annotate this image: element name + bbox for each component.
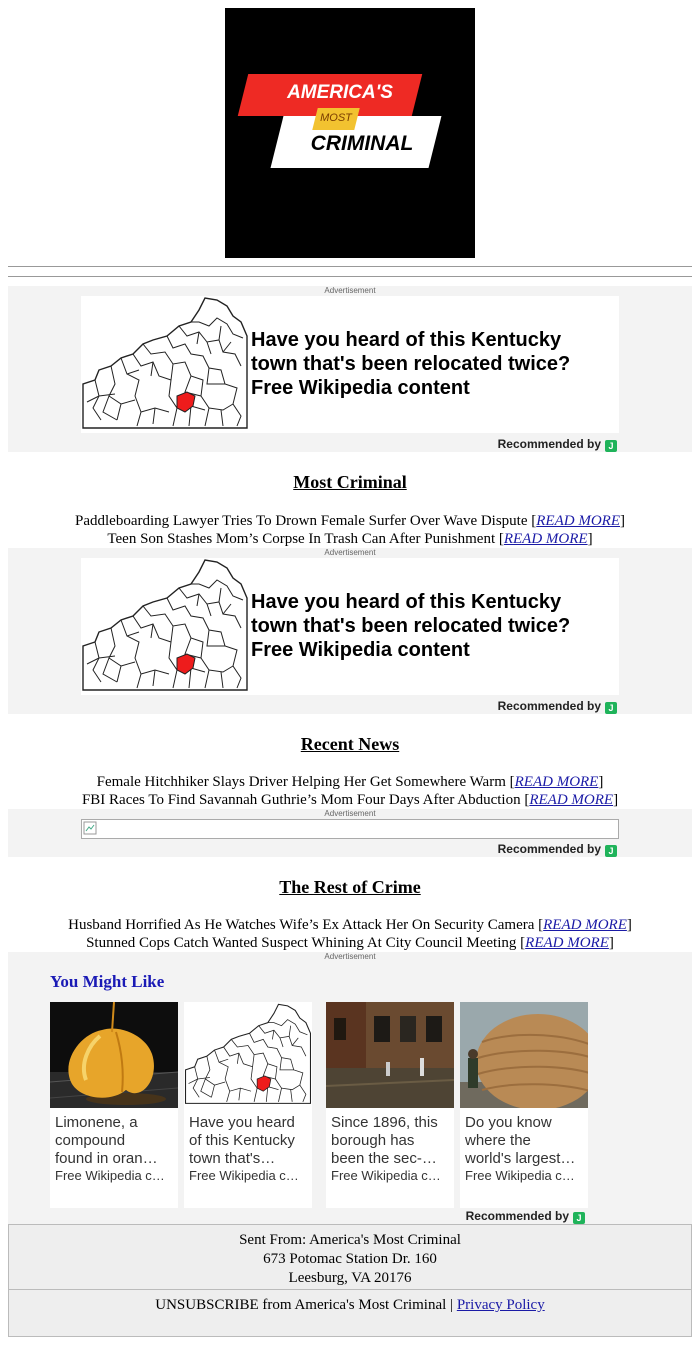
lemon-image <box>50 1002 178 1108</box>
story-item: Teen Son Stashes Mom’s Corpse In Trash Can After Punishment [READ MORE] <box>107 531 593 547</box>
card-source: Free Wikipedia c… <box>465 1168 575 1183</box>
you-might-like-title: You Might Like <box>50 972 165 991</box>
address-line-2: Leesburg, VA 20176 <box>288 1270 412 1286</box>
kentucky-map-image <box>81 296 249 433</box>
ad-block <box>8 286 692 452</box>
kentucky-map-image <box>184 1002 312 1108</box>
card-title: Limonene, a compound found in oran… <box>55 1114 158 1167</box>
logo-text-most: MOST <box>320 112 352 124</box>
story-item: Paddleboarding Lawyer Tries To Drown Female Surfer Over Wave Dispute [READ MORE] <box>75 513 625 529</box>
card-title: Since 1896, this borough has been the sec-… <box>331 1114 438 1167</box>
recommendation-card[interactable] <box>460 1002 588 1208</box>
story-headline: Paddleboarding Lawyer Tries To Drown Female Surfer Over Wave Dispute <box>75 513 528 529</box>
recommendation-card[interactable] <box>184 1002 312 1208</box>
ad-label: Advertisement <box>324 548 376 557</box>
story-headline: Female Hitchhiker Slays Driver Helping Her Get Somewhere Warm <box>96 774 506 790</box>
read-more-link[interactable]: READ MORE <box>529 792 614 808</box>
ad-label: Advertisement <box>324 809 376 818</box>
twine-ball-image <box>460 1002 588 1108</box>
footer-address <box>8 1224 692 1290</box>
section-title-rest-of-crime: The Rest of Crime <box>279 877 421 897</box>
logo-text-criminal: CRIMINAL <box>310 132 414 155</box>
ad-block <box>8 809 692 857</box>
story-headline: FBI Races To Find Savannah Guthrie’s Mom Four Days After Abduction <box>81 792 521 808</box>
ad-headline: Have you heard of this Kentucky town that's been relocated twice? Free Wikipedia content <box>251 591 571 661</box>
address-line-1: 673 Potomac Station Dr. 160 <box>263 1251 437 1267</box>
jeeng-logo-icon: J <box>573 1212 585 1224</box>
read-more-link[interactable]: READ MORE <box>503 531 588 547</box>
sent-from: Sent From: America's Most Criminal <box>239 1232 461 1248</box>
brand-logo[interactable] <box>225 8 475 258</box>
story-headline: Husband Horrified As He Watches Wife’s Ex Attack Her On Security Camera <box>68 917 535 933</box>
ad-headline: Have you heard of this Kentucky town that's been relocated twice? Free Wikipedia content <box>251 329 571 399</box>
recommended-by[interactable]: Recommended by J <box>498 842 617 857</box>
divider <box>8 276 692 277</box>
unsubscribe-text[interactable]: UNSUBSCRIBE from America's Most Criminal | <box>155 1297 454 1313</box>
card-source: Free Wikipedia c… <box>189 1168 299 1183</box>
footer-links <box>8 1289 692 1337</box>
story-item: FBI Races To Find Savannah Guthrie’s Mom Four Days After Abduction [READ MORE] <box>81 792 619 808</box>
story-item: Husband Horrified As He Watches Wife’s Ex Attack Her On Security Camera [READ MORE] <box>68 917 632 933</box>
story-item: Stunned Cops Catch Wanted Suspect Whining At City Council Meeting [READ MORE] <box>86 935 614 951</box>
recommendation-card[interactable] <box>50 1002 178 1208</box>
section-title-recent-news: Recent News <box>300 734 400 754</box>
card-title: Have you heard of this Kentucky town that's… <box>189 1114 295 1167</box>
ad-block <box>8 548 692 714</box>
broken-image-icon <box>83 821 97 835</box>
story-headline: Stunned Cops Catch Wanted Suspect Whining At City Council Meeting <box>86 935 517 951</box>
kentucky-map-image <box>81 558 249 695</box>
recommended-by[interactable]: Recommended by J <box>466 1209 585 1224</box>
read-more-link[interactable]: READ MORE <box>536 513 620 529</box>
jeeng-logo-icon: J <box>605 702 617 714</box>
ad-label: Advertisement <box>324 286 376 295</box>
logo-text-americas: AMERICA'S <box>287 82 393 103</box>
broken-ad-image[interactable] <box>81 819 619 839</box>
card-source: Free Wikipedia c… <box>55 1168 165 1183</box>
divider <box>8 266 692 267</box>
ad-label: Advertisement <box>324 952 376 961</box>
card-source: Free Wikipedia c… <box>331 1168 441 1183</box>
recommended-by[interactable]: Recommended by J <box>498 437 617 452</box>
jeeng-logo-icon: J <box>605 440 617 452</box>
privacy-policy-link[interactable]: Privacy Policy <box>456 1297 545 1313</box>
jeeng-logo-icon: J <box>605 845 617 857</box>
recommendation-card[interactable] <box>326 1002 454 1208</box>
read-more-link[interactable]: READ MORE <box>543 917 627 933</box>
section-title-most-criminal: Most Criminal <box>293 472 407 492</box>
story-headline: Teen Son Stashes Mom’s Corpse In Trash Can After Punishment <box>107 531 496 547</box>
borough-street-image <box>326 1002 454 1108</box>
read-more-link[interactable]: READ MORE <box>514 774 599 790</box>
card-title: Do you know where the world's largest… <box>465 1114 576 1167</box>
story-item: Female Hitchhiker Slays Driver Helping Her Get Somewhere Warm [READ MORE] <box>96 774 604 790</box>
ad-creative[interactable] <box>81 558 619 695</box>
recommended-by[interactable]: Recommended by J <box>498 699 617 714</box>
read-more-link[interactable]: READ MORE <box>525 935 609 951</box>
ad-creative[interactable] <box>81 296 619 433</box>
